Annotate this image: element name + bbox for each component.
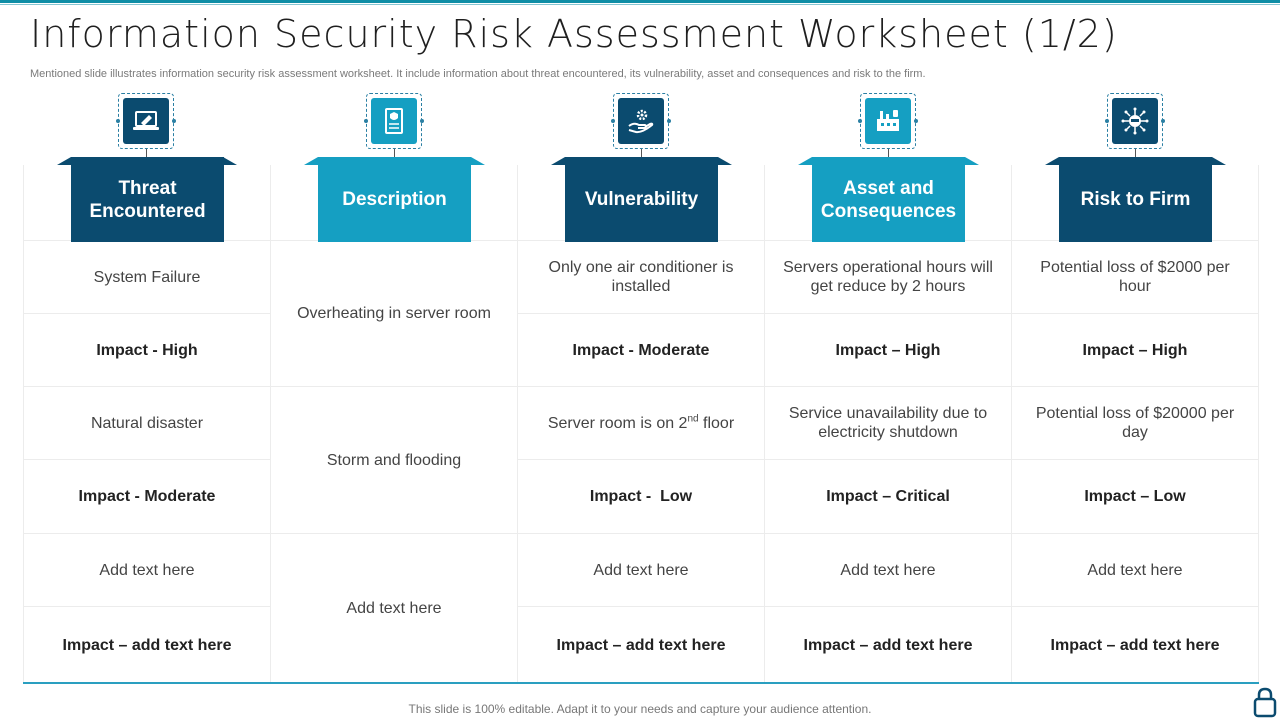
description-cell: Overheating in server room [297,305,491,322]
risk-cell: Potential loss of $2000 per hour [1040,259,1230,295]
ordinal-suffix: nd [687,413,699,425]
asset-impact: Impact – Critical [826,488,950,505]
header-vulnerability: Vulnerability [565,157,718,242]
ribbon-fold-right [1212,157,1226,165]
header-asset: Asset and Consequences [812,157,965,242]
slide-title: Information Security Risk Assessment Worksheet (1/2) [30,12,1118,56]
ribbon-fold-right [223,157,237,165]
threat-cell: System Failure [93,268,201,286]
hacker-network-icon [1107,93,1163,149]
vulnerability-cell [518,387,764,459]
hand-gear-icon [613,93,669,149]
vulnerability-impact: Impact - Low [589,488,693,505]
threat-cell: Natural disaster [90,414,204,432]
laptop-pen-icon [118,93,174,149]
vulnerability-cell: Add text here [593,561,689,579]
asset-cell: Service unavailability due to electricity shutdown [788,405,988,441]
description-cell: Add text here [346,600,442,617]
risk-cell: Add text here [1087,561,1183,579]
top-accent-line [0,4,1280,5]
asset-cell: Servers operational hours will get reduce by 2 hours [783,259,993,295]
threat-impact: Impact - High [96,341,198,359]
risk-impact: Impact – add text here [1050,636,1220,654]
vulnerability-impact: Impact - Moderate [572,341,710,359]
slide-subtitle: Mentioned slide illustrates information security risk assessment worksheet. It include information about threat encountered, its vulnerability, asset and consequences and risk to the firm. [30,68,926,80]
risk-cell: Potential loss of $20000 per day [1035,405,1235,441]
factory-money-icon [860,93,916,149]
column-description [270,165,517,683]
ribbon-fold-left [551,157,565,165]
vulnerability-cell: Only one air conditioner is installed [548,259,734,295]
ribbon-fold-right [718,157,732,165]
risk-impact: Impact – Low [1084,488,1186,505]
top-accent-bar [0,0,1280,3]
header-threat: Threat Encountered [71,157,224,242]
asset-cell: Add text here [840,561,936,579]
column-risk [1011,165,1259,683]
table-bottom-line [23,682,1259,684]
threat-impact: Impact - Moderate [78,488,216,505]
vulnerability-impact: Impact – add text here [556,636,726,654]
footer-note: This slide is 100% editable. Adapt it to your needs and capture your audience attention. [408,702,872,716]
lock-icon [1252,686,1278,718]
threat-impact: Impact – add text here [62,636,232,654]
risk-impact: Impact – High [1082,341,1188,359]
ribbon-fold-left [798,157,812,165]
asset-impact: Impact – add text here [803,636,973,654]
description-cell: Storm and flooding [326,451,462,469]
certificate-document-icon [366,93,422,149]
floor-text-end: floor [698,414,735,432]
ribbon-fold-right [965,157,979,165]
floor-text: Server room is on 2 [547,414,688,432]
column-asset [764,165,1011,683]
ribbon-fold-left [1045,157,1059,165]
ribbon-fold-right [471,157,485,165]
column-threat [23,165,270,683]
worksheet-table [23,165,1259,683]
header-description: Description [318,157,471,242]
ribbon-fold-left [57,157,71,165]
threat-cell: Add text here [99,561,195,579]
header-risk: Risk to Firm [1059,157,1212,242]
ribbon-fold-left [304,157,318,165]
column-vulnerability [517,165,764,683]
asset-impact: Impact – High [835,341,941,359]
